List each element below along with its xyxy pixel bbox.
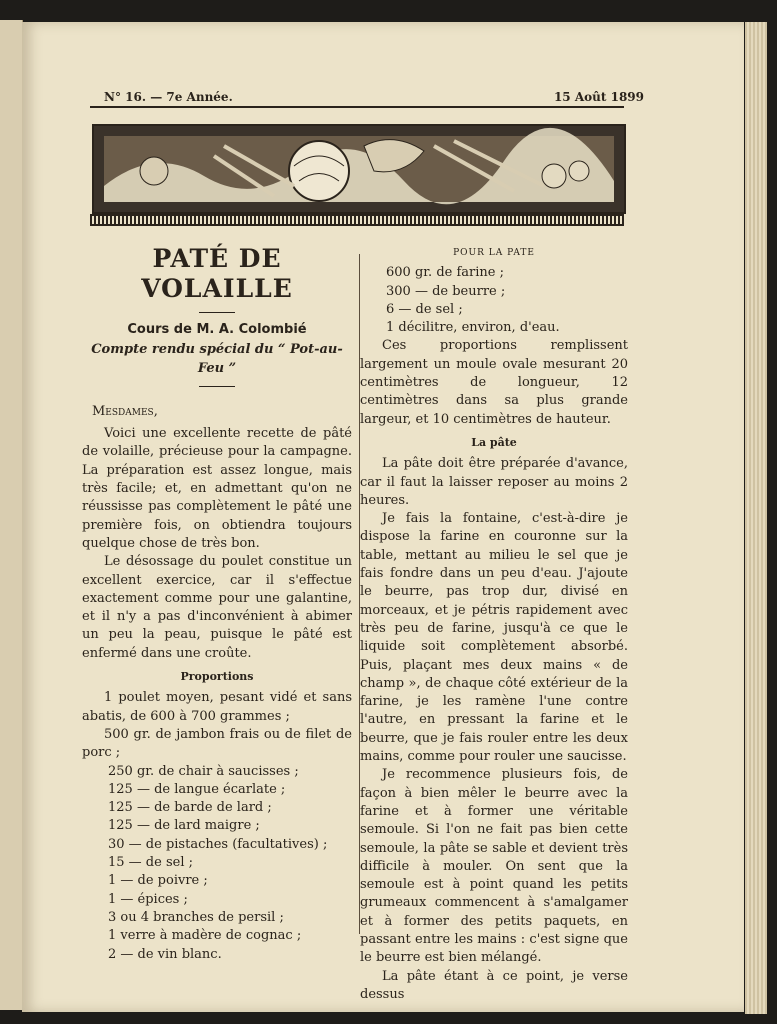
proportions-paragraph: Ces proportions remplissent largement un moule ovale mesurant 20 centimètres de longueur, 12 centimètres dans sa plus grande largeur, et 10 centimètres de hauteur.	[360, 338, 628, 427]
title-rule	[199, 312, 235, 313]
salutation: Mesdames,	[92, 403, 158, 419]
intro-paragraph-1: Voici une excellente recette de pâté de volaille, précieuse pour la campagne. La préparation est assez longue, mais très facile; et, en admettant qu'on ne réussisse pas complètement le pâté une première fois, on obtiendra toujours quelque chose de très bon.	[82, 426, 352, 551]
vegetable-banner-illustration	[92, 124, 626, 214]
pate-ingredient-line: 600 gr. de farine ;	[386, 265, 504, 281]
page-stack-edge	[745, 22, 767, 1014]
issue-number: N° 16. — 7e Année.	[104, 90, 233, 104]
right-column	[360, 244, 628, 1004]
pate-paragraph-2: Je fais la fontaine, c'est-à-dire je dispose la farine en couronne sur la table, mettant au milieu le sel que je fais fondre dans un peu d'eau. J'ajoute le beurre, pas trop dur, divisé en morceaux, et je pétris rapidement avec très peu de farine, jusqu'à ce que le liquide soit complètement absorbé. Puis, plaçant mes deux mains « de champ », de chaque côté extérieur de la farine, je les ramène l'une contre l'autre, en pressant la farine et le beurre, que je fais rouler entre les deux mains, comme pour rouler une saucisse.	[360, 511, 628, 765]
ingredient-line: 125 — de barde de lard ;	[108, 800, 272, 816]
pate-ingredient-line: 6 — de sel ;	[386, 301, 463, 317]
header-rule	[90, 106, 624, 108]
la-pate-heading: La pâte	[471, 435, 517, 449]
pate-paragraph-1: La pâte doit être préparée d'avance, car il faut la laisser reposer au moins 2 heures.	[360, 456, 628, 508]
left-column	[82, 244, 352, 964]
article-title: PATÉ DE VOLAILLE	[141, 244, 293, 303]
proportions-heading: Proportions	[180, 670, 254, 684]
ingredient-line: 125 — de lard maigre ;	[108, 818, 260, 834]
ingredient-line: 500 gr. de jambon frais ou de filet de porc ;	[82, 726, 352, 761]
ingredient-line: 1 poulet moyen, pesant vidé et sans abatis, de 600 à 700 grammes ;	[82, 690, 352, 724]
ingredient-line: 15 — de sel ;	[108, 855, 193, 871]
subtitle-rule	[199, 386, 235, 387]
magazine-page	[22, 22, 744, 1012]
ornamental-rule	[90, 214, 624, 226]
intro-paragraph-2: Le désossage du poulet constitue un excellent exercice, car il s'effectue exactement comme pour une galantine, et il n'y a pas d'inconvénient à abimer un peu la peau, puisque le pâté est enfermé dans une croûte.	[82, 554, 352, 661]
ingredient-line: 30 — de pistaches (facultatives) ;	[108, 836, 328, 852]
course-byline: Cours de M. A. Colombié	[127, 322, 307, 337]
issue-date: 15 Août 1899	[553, 90, 644, 104]
pate-heading: POUR LA PATE	[453, 248, 535, 258]
pate-ingredient-line: 1 décilitre, environ, d'eau.	[386, 320, 560, 336]
ingredient-line: 1 — épices ;	[108, 891, 188, 907]
ingredient-line: 1 — de poivre ;	[108, 873, 208, 889]
report-subtitle: Compte rendu spécial du “ Pot-au-Feu ”	[91, 342, 343, 376]
book-spine-edge	[0, 20, 23, 1010]
ingredient-line: 125 — de langue écarlate ;	[108, 781, 286, 797]
pate-ingredient-line: 300 — de beurre ;	[386, 283, 506, 299]
pate-paragraph-4: La pâte étant à ce point, je verse dessus	[360, 968, 628, 1002]
ingredient-line: 2 — de vin blanc.	[108, 946, 222, 962]
ingredient-line: 3 ou 4 branches de persil ;	[108, 909, 284, 925]
ingredient-line: 1 verre à madère de cognac ;	[108, 928, 302, 944]
pate-paragraph-3: Je recommence plusieurs fois, de façon à bien mêler le beurre avec la farine et à former une véritable semoule. Si l'on ne fait pas bien cette semoule, la pâte se sable et devient très difficile à mouler. On sent que la semoule est à point quand les petits grumeaux commencent à s'amalgamer et à former des petits paquets, en passant entre les mains : c'est signe que le beurre est bien mélangé.	[360, 767, 628, 966]
ingredient-line: 250 gr. de chair à saucisses ;	[108, 763, 299, 779]
